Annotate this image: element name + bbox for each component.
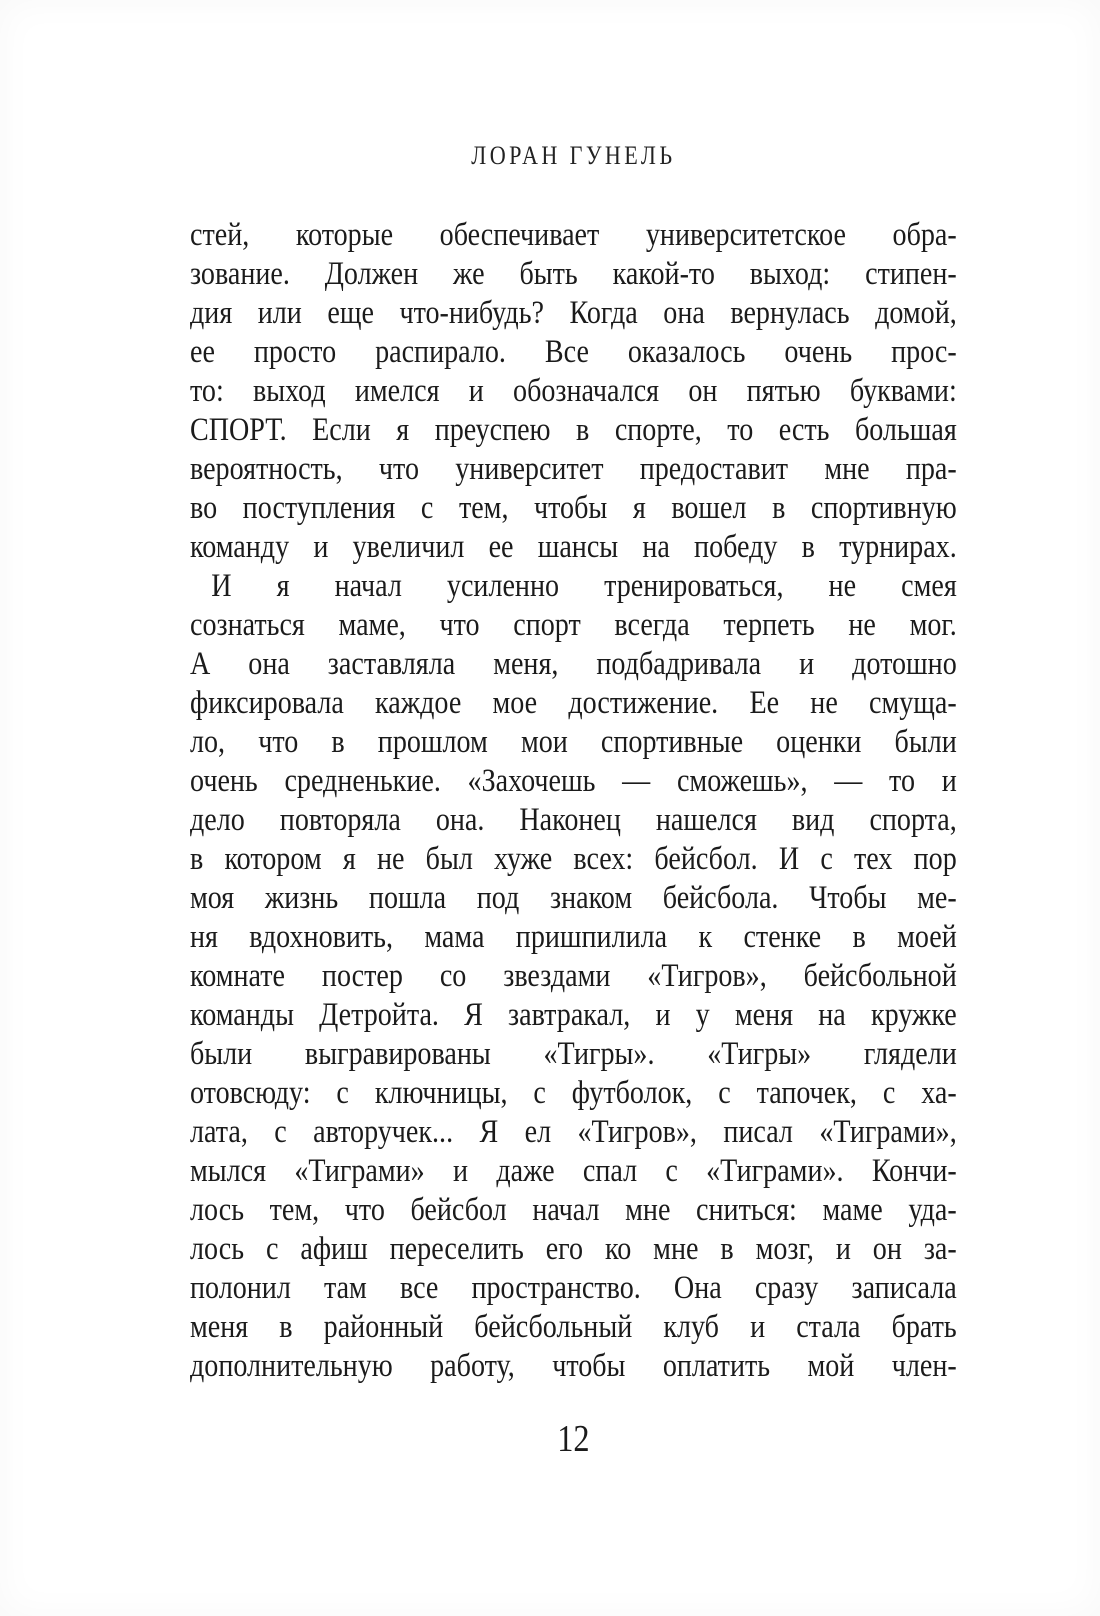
body-line: дия или еще что-нибудь? Когда она вернулась домой, [190,295,957,331]
body-line: полонил там все пространство. Она сразу записала [190,1270,957,1306]
body-text [190,216,957,1386]
body-line: моя жизнь пошла под знаком бейсбола. Чтобы ме- [190,880,957,916]
body-line: А она заставляла меня, подбадривала и дотошно [190,646,957,682]
body-line: СПОРТ. Если я преуспею в спорте, то есть большая [190,412,957,448]
body-line: отовсюду: с ключницы, с футболок, с тапочек, с ха- [190,1075,957,1111]
body-line: ло, что в прошлом мои спортивные оценки были [190,724,957,760]
body-line: сознаться маме, что спорт всегда терпеть не мог. [190,607,957,643]
body-line: очень средненькие. «Захочешь — сможешь», — то и [190,763,957,799]
body-line: команды Детройта. Я завтракал, и у меня на кружке [190,997,957,1033]
body-line: меня в районный бейсбольный клуб и стала брать [190,1309,957,1345]
body-line: лось с афиш переселить его ко мне в мозг, и он за- [190,1231,957,1267]
body-line: вероятность, что университет предоставит мне пра- [190,451,957,487]
body-line: то: выход имелся и обозначался он пятью буквами: [190,373,957,409]
body-line: комнате постер со звездами «Тигров», бейсбольной [190,958,957,994]
body-line: команду и увеличил ее шансы на победу в турнирах. [190,529,957,565]
body-line: во поступления с тем, чтобы я вошел в спортивную [190,490,957,526]
body-line: мылся «Тиграми» и даже спал с «Тиграми». Кончи- [190,1153,957,1189]
body-line: лось тем, что бейсбол начал мне сниться: маме уда- [190,1192,957,1228]
body-line: фиксировала каждое мое достижение. Ее не смуща- [190,685,957,721]
body-line: дело повторяла она. Наконец нашелся вид спорта, [190,802,957,838]
body-line: ня вдохновить, мама пришпилила к стенке в моей [190,919,957,955]
page-number: 12 [557,1418,590,1460]
body-line: дополнительную работу, чтобы оплатить мой член- [190,1348,957,1384]
body-line: И я начал усиленно тренироваться, не смея [211,568,957,604]
paragraph [190,567,957,1386]
running-header: ЛОРАН ГУНЕЛЬ [471,141,676,170]
body-line: стей, которые обеспечивает университетское обра- [190,217,957,253]
body-line: были выгравированы «Тигры». «Тигры» глядели [190,1036,957,1072]
body-line: лата, с авторучек... Я ел «Тигров», писал «Тиграми», [190,1114,957,1150]
body-line: ее просто распирало. Все оказалось очень прос- [190,334,957,370]
body-line: в котором я не был хуже всех: бейсбол. И с тех пор [190,841,957,877]
body-line: зование. Должен же быть какой-то выход: стипен- [190,256,957,292]
paragraph [190,216,957,567]
